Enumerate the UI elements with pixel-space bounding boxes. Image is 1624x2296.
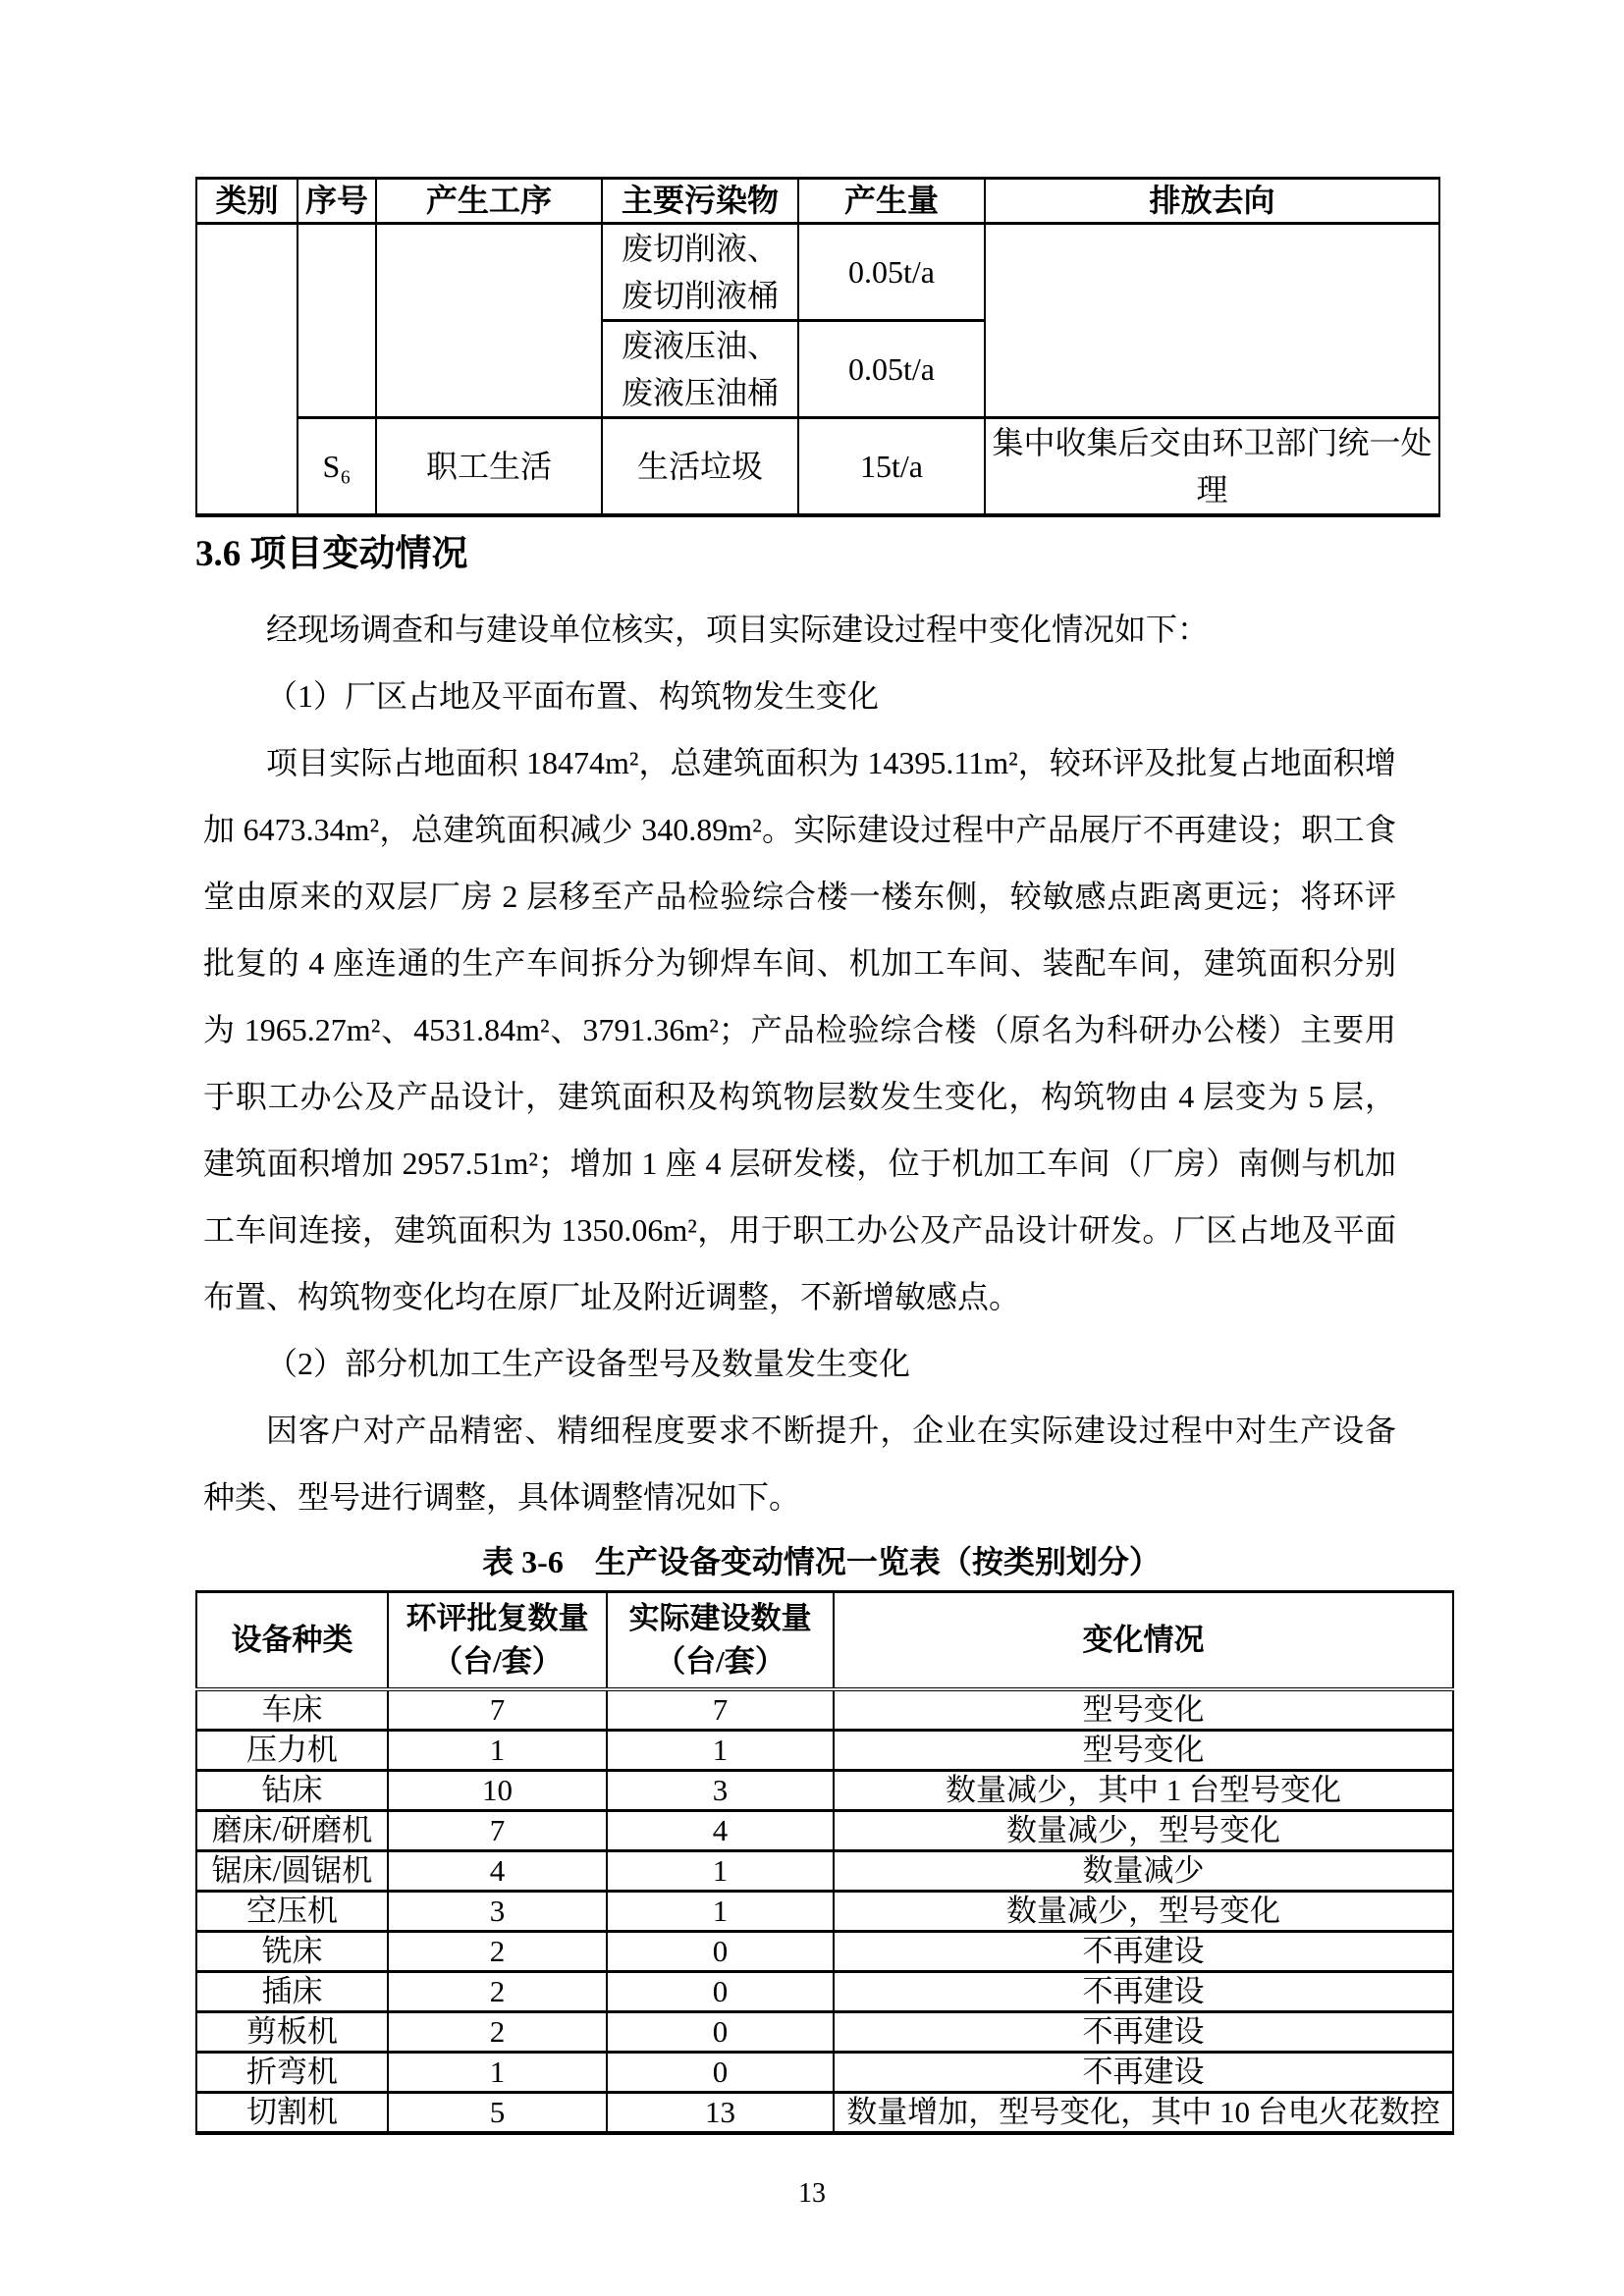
waste-table-cell-pollutant: 生活垃圾 (602, 418, 798, 516)
waste-table-header-destination: 排放去向 (985, 179, 1439, 224)
equipment-cell-approved: 7 (388, 1811, 607, 1851)
equipment-cell-type: 铣床 (196, 1932, 388, 1972)
equipment-cell-change: 数量增加，型号变化，其中 10 台电火花数控 (834, 2093, 1453, 2134)
equipment-cell-type: 插床 (196, 1972, 388, 2012)
section-body (203, 596, 1396, 1530)
equipment-cell-type: 磨床/研磨机 (196, 1811, 388, 1851)
equipment-cell-approved: 1 (388, 1731, 607, 1771)
equipment-cell-approved: 2 (388, 1932, 607, 1972)
equipment-cell-change: 数量减少，其中 1 台型号变化 (834, 1771, 1453, 1811)
equipment-table-header-actual: 实际建设数量（台/套） (607, 1592, 834, 1690)
equipment-cell-change: 不再建设 (834, 1972, 1453, 2012)
equipment-cell-type: 钻床 (196, 1771, 388, 1811)
waste-table-cell-process (376, 224, 602, 418)
equipment-table-row (196, 1731, 1453, 1771)
equipment-table-header-change: 变化情况 (834, 1592, 1453, 1690)
paragraph-item1-body: 项目实际占地面积 18474m²，总建筑面积为 14395.11m²，较环评及批复占地面积增加 6473.34m²，总建筑面积减少 340.89m²。实际建设过程中产品展厅不再建设；职工食堂由原来的双层厂房 2 层移至产品检验综合楼一楼东侧，较敏感点距离更远；将环评批复的 4 座连通的生产车间拆分为铆焊车间、机加工车间、装配车间，建筑面积分别为 1965.27m²、4531.84m²、3791.36m²；产品检验综合楼（原名为科研办公楼）主要用于职工办公及产品设计，建筑面积及构筑物层数发生变化，构筑物由 4 层变为 5 层，建筑面积增加 2957.51m²；增加 1 座 4 层研发楼，位于机加工车间（厂房）南侧与机加工车间连接，建筑面积为 1350.06m²，用于职工办公及产品设计研发。厂区占地及平面布置、构筑物变化均在原厂址及附近调整，不新增敏感点。 (203, 745, 1396, 1315)
equipment-cell-approved: 3 (388, 1892, 607, 1932)
equipment-cell-approved: 5 (388, 2093, 607, 2134)
waste-table-header-serial: 序号 (298, 179, 376, 224)
waste-table-header-process: 产生工序 (376, 179, 602, 224)
equipment-table (195, 1590, 1454, 2135)
waste-table-cell-amount: 15t/a (798, 418, 985, 516)
equipment-cell-actual: 0 (607, 1932, 834, 1972)
equipment-table-row (196, 1932, 1453, 1972)
waste-table-cell-amount: 0.05t/a (798, 321, 985, 418)
paragraph-intro: 经现场调查和与建设单位核实，项目实际建设过程中变化情况如下： (266, 612, 1210, 648)
equipment-table-row (196, 1972, 1453, 2012)
equipment-table-row (196, 1851, 1453, 1892)
equipment-table-row (196, 1892, 1453, 1932)
equipment-cell-actual: 0 (607, 1972, 834, 2012)
equipment-table-title: 表 3-6 生产设备变动情况一览表（按类别划分） (482, 1544, 1161, 1580)
equipment-cell-change: 数量减少，型号变化 (834, 1892, 1453, 1932)
paragraph-item1-title: （1）厂区占地及平面布置、构筑物发生变化 (266, 678, 880, 715)
equipment-table-row (196, 1689, 1453, 1731)
equipment-cell-change: 数量减少 (834, 1851, 1453, 1892)
paragraph-item2-body: 因客户对产品精密、精细程度要求不断提升，企业在实际建设过程中对生产设备种类、型号进行调整，具体调整情况如下。 (203, 1413, 1396, 1516)
page-number: 13 (798, 2178, 826, 2210)
equipment-cell-type: 压力机 (196, 1731, 388, 1771)
waste-table-cell-category (196, 224, 298, 516)
waste-table-cell-pollutant: 废切削液、废切削液桶 (602, 224, 798, 321)
equipment-cell-approved: 4 (388, 1851, 607, 1892)
paragraph-item2-title: （2）部分机加工生产设备型号及数量发生变化 (266, 1346, 911, 1382)
equipment-cell-approved: 7 (388, 1689, 607, 1731)
waste-table (195, 177, 1440, 517)
equipment-cell-change: 型号变化 (834, 1689, 1453, 1731)
equipment-cell-type: 锯床/圆锯机 (196, 1851, 388, 1892)
waste-table-header-category: 类别 (196, 179, 298, 224)
waste-table-cell-serial (298, 224, 376, 418)
equipment-cell-change: 数量减少，型号变化 (834, 1811, 1453, 1851)
equipment-table-header-row (196, 1592, 1453, 1690)
equipment-cell-actual: 0 (607, 2012, 834, 2053)
equipment-table-row (196, 2053, 1453, 2093)
equipment-cell-actual: 3 (607, 1771, 834, 1811)
equipment-cell-actual: 7 (607, 1689, 834, 1731)
equipment-table-row (196, 1811, 1453, 1851)
equipment-cell-type: 剪板机 (196, 2012, 388, 2053)
equipment-cell-type: 车床 (196, 1689, 388, 1731)
equipment-cell-actual: 0 (607, 2053, 834, 2093)
equipment-table-header-approved: 环评批复数量（台/套） (388, 1592, 607, 1690)
equipment-cell-type: 空压机 (196, 1892, 388, 1932)
equipment-cell-approved: 2 (388, 2012, 607, 2053)
waste-table-cell-destination (985, 224, 1439, 418)
equipment-table-row (196, 1771, 1453, 1811)
section-heading: 3.6 项目变动情况 (195, 534, 468, 574)
equipment-cell-approved: 2 (388, 1972, 607, 2012)
equipment-cell-change: 型号变化 (834, 1731, 1453, 1771)
equipment-cell-actual: 1 (607, 1851, 834, 1892)
equipment-cell-type: 切割机 (196, 2093, 388, 2134)
waste-table-cell-pollutant: 废液压油、废液压油桶 (602, 321, 798, 418)
waste-table-row (196, 224, 1439, 321)
equipment-cell-actual: 1 (607, 1892, 834, 1932)
waste-table-cell-amount: 0.05t/a (798, 224, 985, 321)
equipment-cell-approved: 10 (388, 1771, 607, 1811)
waste-table-cell-process: 职工生活 (376, 418, 602, 516)
equipment-cell-change: 不再建设 (834, 1932, 1453, 1972)
equipment-cell-change: 不再建设 (834, 2053, 1453, 2093)
equipment-cell-approved: 1 (388, 2053, 607, 2093)
waste-table-header-row (196, 179, 1439, 224)
equipment-cell-type: 折弯机 (196, 2053, 388, 2093)
waste-table-cell-destination: 集中收集后交由环卫部门统一处理 (985, 418, 1439, 516)
equipment-cell-actual: 4 (607, 1811, 834, 1851)
equipment-cell-change: 不再建设 (834, 2012, 1453, 2053)
waste-table-cell-serial: S₆ (298, 418, 376, 516)
waste-table-header-amount: 产生量 (798, 179, 985, 224)
equipment-cell-actual: 13 (607, 2093, 834, 2134)
equipment-table-row (196, 2012, 1453, 2053)
equipment-table-row (196, 2093, 1453, 2134)
waste-table-row (196, 418, 1439, 516)
equipment-cell-actual: 1 (607, 1731, 834, 1771)
equipment-table-header-type: 设备种类 (196, 1592, 388, 1690)
waste-table-header-pollutant: 主要污染物 (602, 179, 798, 224)
